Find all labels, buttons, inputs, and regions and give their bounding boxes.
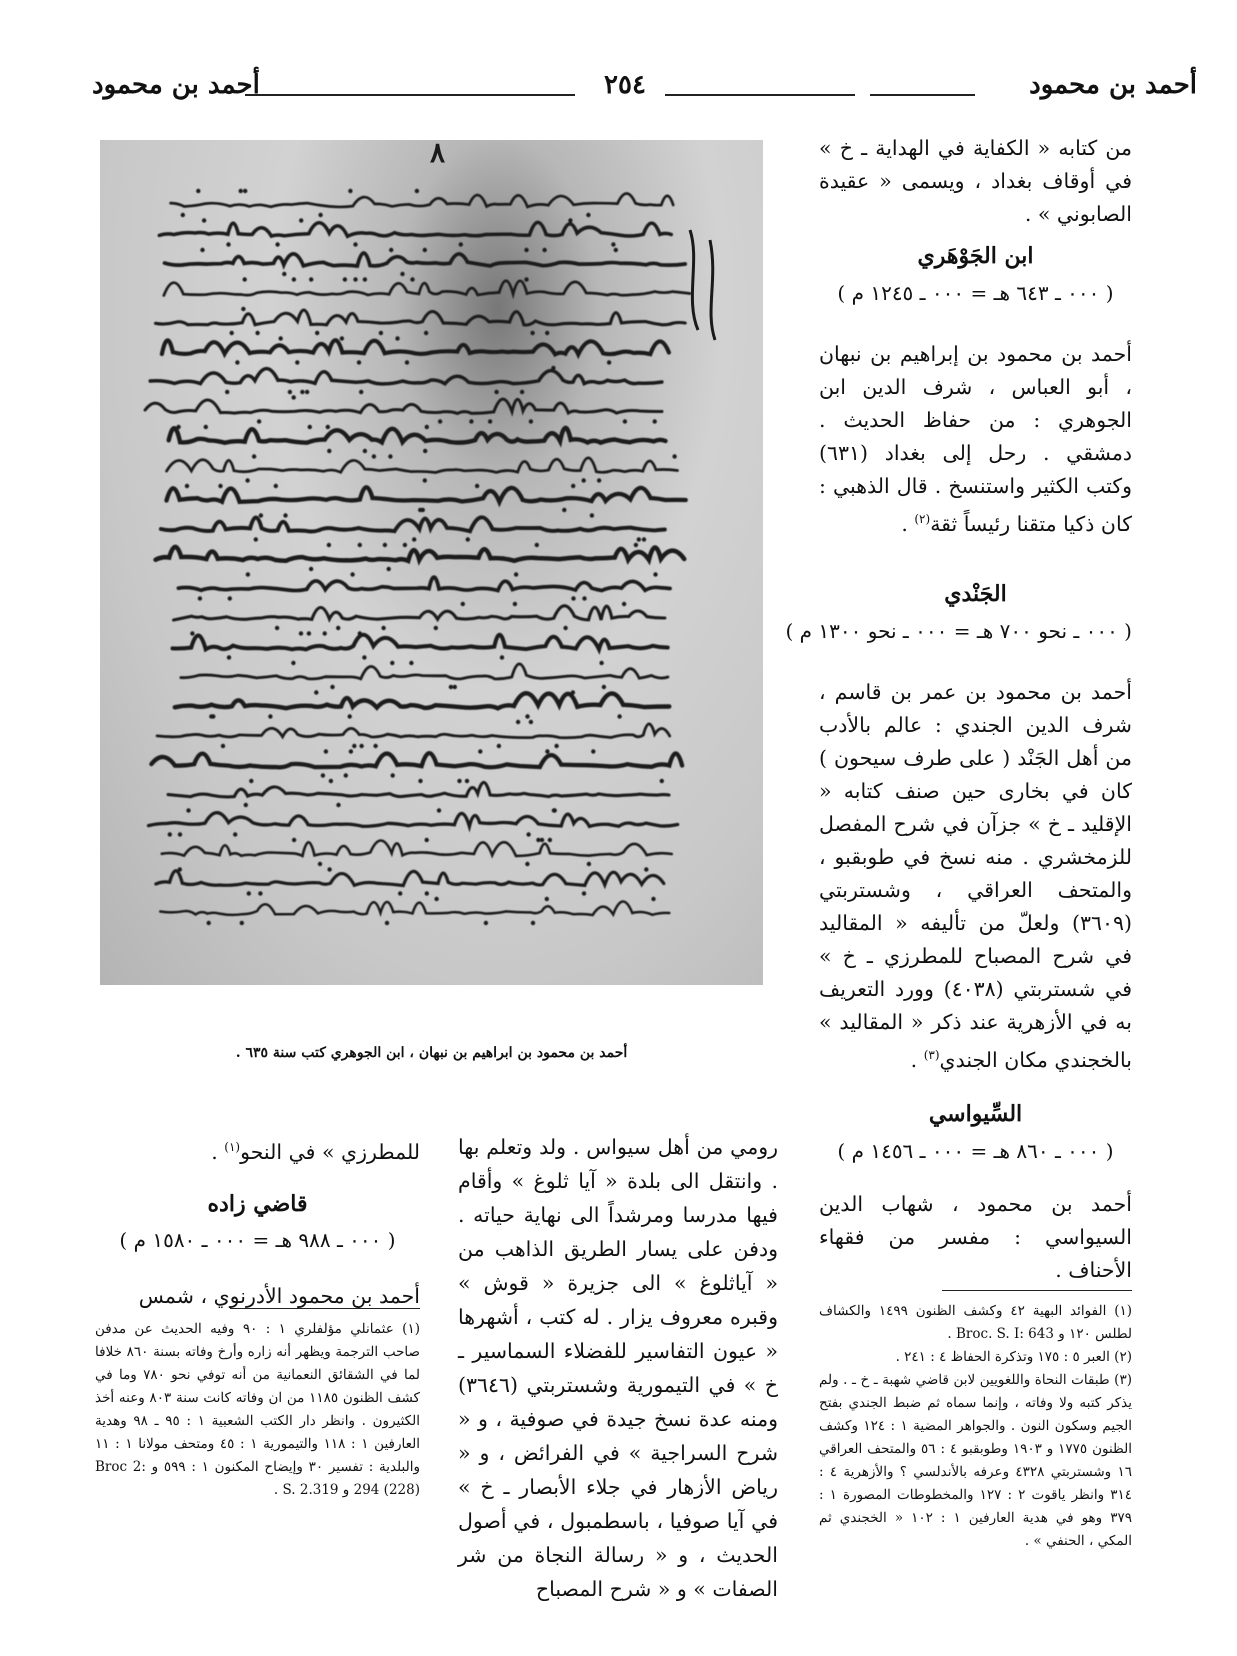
manuscript-dot — [395, 336, 399, 340]
manuscript-dot — [230, 331, 234, 335]
manuscript-dot — [363, 449, 367, 453]
manuscript-dot — [587, 862, 591, 866]
manuscript-dot — [535, 543, 539, 547]
manuscript-dot — [362, 655, 366, 659]
manuscript-dot — [469, 419, 473, 423]
manuscript-dot — [352, 744, 356, 748]
manuscript-dot — [309, 567, 313, 571]
manuscript-dot — [387, 567, 391, 571]
manuscript-dot — [274, 484, 278, 488]
manuscript-dot — [425, 425, 429, 429]
manuscript-dot — [300, 390, 304, 394]
entry-dates-qadi-zadeh: ( ٠٠٠ ـ ٩٨٨ هـ = ٠٠٠ ـ ١٥٨٠ م ) — [119, 1227, 396, 1252]
manuscript-line — [181, 664, 668, 679]
manuscript-dot — [459, 242, 463, 246]
manuscript-dot — [449, 685, 453, 689]
manuscript-dot — [653, 572, 657, 576]
footnote-mark: (٢) — [914, 512, 931, 526]
manuscript-dot — [536, 838, 540, 842]
entry-title-qadi-zadeh: قاضي زاده — [207, 1190, 308, 1217]
manuscript-dot — [323, 631, 327, 635]
manuscript-dot — [353, 242, 357, 246]
manuscript-dot — [586, 213, 590, 217]
manuscript-dot — [529, 419, 533, 423]
manuscript-dot — [437, 808, 441, 812]
manuscript-dot — [330, 685, 334, 689]
manuscript-dot — [308, 425, 312, 429]
entry-body: أحمد بن محمود بن عمر بن قاسم ، شرف الدين الجندي : عالم بالأدب من أهل الجَنْد ( على طرف سيحون ) كان في بخارى حين صنف كتابه « الإقليد ـ خ » جزآن في شرح المفصل للزمخشري . منه نسخ في طوبقبو ، والمتحف العراقي ، وشستربتي (٣٦٠٩) ولعلّ من تأليفه « المقاليد في شرح المصباح للمطرزي ـ خ » في شستربتي (٤٠٣٨) وورد التعريف به في الأزهرية عند ذكر « المقاليد » بالخجندي مكان الجندي$^{(٣)}$ . — [819, 680, 1132, 1072]
entry-dates: ( ٠٠٠ ـ ٨٦٠ هـ = ٠٠٠ ـ ١٤٥٦ م ) — [837, 1139, 1114, 1163]
manuscript-dot — [552, 808, 556, 812]
manuscript-dot — [283, 513, 287, 517]
manuscript-dot — [642, 537, 646, 541]
manuscript-line — [156, 547, 685, 561]
manuscript-dot — [314, 690, 318, 694]
manuscript-dot — [291, 661, 295, 665]
manuscript-dot — [563, 626, 567, 630]
manuscript-dot — [305, 390, 309, 394]
footnote-2: (٢) العبر ٥ : ١٧٥ وتذكرة الحفاظ ٤ : ٢٤١ . — [895, 1349, 1132, 1365]
manuscript-dot — [292, 395, 296, 399]
footnote-mark: (١) — [224, 1140, 241, 1154]
manuscript-dot — [571, 484, 575, 488]
manuscript-dot — [259, 513, 263, 517]
footnote-3: (٣) طبقات النحاة واللغويين لابن قاضي شهبة ـ خ ـ . ولم يذكر كتبه ولا وفاته ، وإنما سماه ثم ضبط الجندي بفتح الجيم وسكون النون . والجواهر المضية ١ : ١٢٤ وكشف الظنون ١٧٧٥ و ١٩٠٣ وطوبقبو ٤ : ٥٦ والمتحف العراقي ١٦ وشستربتي ٤٣٢٨ وعرفه بالأندلسي ؟ والأزهرية ٤ : ٣١٤ وانظر ياقوت ٢ : ١٢٧ والمخطوطات المصورة ١ : ٣٧٩ وهو في هدية العارفين ١ : ١٠٢ « الخجندي ثم المكي ، الحنفي » . — [819, 1372, 1133, 1549]
manuscript-dot — [327, 543, 331, 547]
manuscript-line — [174, 606, 665, 620]
manuscript-dot — [254, 537, 258, 541]
manuscript-dot — [324, 749, 328, 753]
manuscript-dot — [516, 720, 520, 724]
manuscript-dot — [548, 838, 552, 842]
manuscript-dot — [423, 248, 427, 252]
manuscript-line — [175, 693, 670, 708]
manuscript-dot — [545, 749, 549, 753]
manuscript-dot — [520, 390, 524, 394]
manuscript-dot — [176, 425, 180, 429]
manuscript-dot — [418, 508, 422, 512]
manuscript-mark: ٨ — [430, 140, 446, 169]
manuscript-line — [145, 399, 662, 413]
manuscript-dot — [357, 360, 361, 364]
manuscript-dot — [582, 891, 586, 895]
manuscript-dot — [245, 478, 249, 482]
manuscript-dot — [400, 272, 404, 276]
manuscript-dot — [672, 454, 676, 458]
manuscript-dot — [525, 714, 529, 718]
manuscript-dot — [418, 779, 422, 783]
manuscript-dot — [391, 773, 395, 777]
footnotes-right — [819, 1300, 1132, 1553]
manuscript-dot — [343, 277, 347, 281]
manuscript-dot — [530, 331, 534, 335]
manuscript-dot — [344, 773, 348, 777]
manuscript-dot — [244, 803, 248, 807]
manuscript-dot — [321, 773, 325, 777]
manuscript-dot — [241, 307, 245, 311]
manuscript-dot — [423, 449, 427, 453]
manuscript-dot — [434, 897, 438, 901]
manuscript-dot — [218, 484, 222, 488]
manuscript-dot — [607, 360, 611, 364]
manuscript-line — [171, 194, 674, 207]
entry-body-text: أحمد بن محمود بن إبراهيم بن نبهان ، أبو العباس ، شرف الدين ابن الجوهري : من حفاظ الحديث . دمشقي . رحل إلى بغداد (٦٣١) وكتب الكثير واستنسخ . قال الذهبي : كان ذكيا متقنا رئيساً ثقة — [819, 342, 1132, 536]
manuscript-dot — [239, 189, 243, 193]
manuscript-dot — [403, 543, 407, 547]
manuscript-dot — [514, 572, 518, 576]
manuscript-dot — [599, 661, 603, 665]
header-rule-left — [245, 94, 575, 96]
footnote-left: (١) عثمانلي مؤلفلري ١ : ٩٠ وفيه الحديث عن مدفن صاحب الترجمة ويظهر أنه زاره وأرخ وفاته بسنة ٨٦٠ خلافا لما في الشقائق النعمانية من أنه توفي نحو ٧٨٠ وما في كشف الظنون ١١٨٥ من ان وفاته كانت سنة ٨٠٣ وعنه أخذ الكثيرون . وانظر دار الكتب الشعبية ١ : ٩٥ ـ ٩٨ وهدية العارفين ١ : ١١٨ والتيمورية ١ : ٤٥ ومتحف مولانا ١ : ١١ والبلدية : تفسير ٣٠ وإيضاح المكنون ١ : ٥٩٩ و Broc 2: 294 (228) و S. 2.319 . — [95, 1321, 421, 1498]
manuscript-dot — [359, 744, 363, 748]
manuscript-dot — [582, 596, 586, 600]
manuscript-dot — [226, 242, 230, 246]
manuscript-line — [151, 753, 682, 767]
manuscript-dot — [353, 277, 357, 281]
manuscript-dot — [637, 537, 641, 541]
manuscript-dot — [233, 832, 237, 836]
manuscript-dot — [385, 921, 389, 925]
manuscript-dot — [453, 685, 457, 689]
manuscript-dot — [389, 248, 393, 252]
manuscript-dot — [349, 749, 353, 753]
manuscript-dot — [622, 602, 626, 606]
manuscript-dot — [240, 921, 244, 925]
manuscript-line — [167, 487, 686, 502]
manuscript-dot — [590, 513, 594, 517]
manuscript-dot — [282, 272, 286, 276]
manuscript-dot — [634, 543, 638, 547]
manuscript-dot — [255, 331, 259, 335]
manuscript-dot — [524, 248, 528, 252]
manuscript-dot — [466, 537, 470, 541]
manuscript-dot — [410, 277, 414, 281]
manuscript-dot — [525, 862, 529, 866]
manuscript-line — [156, 871, 664, 886]
manuscript-dot — [571, 690, 575, 694]
manuscript-dot — [617, 714, 621, 718]
footnote-rule-left — [230, 1308, 420, 1309]
manuscript-dot — [315, 331, 319, 335]
manuscript-dot — [372, 454, 376, 458]
manuscript-dot — [379, 331, 383, 335]
manuscript-dot — [327, 449, 331, 453]
manuscript-dot — [529, 720, 533, 724]
header-rule-mid — [665, 94, 855, 96]
manuscript-line — [173, 635, 668, 650]
manuscript-dot — [329, 779, 333, 783]
manuscript-dot — [434, 626, 438, 630]
manuscript-dot — [249, 779, 253, 783]
footnote-rule-right — [942, 1290, 1132, 1291]
manuscript-dot — [326, 425, 330, 429]
manuscript-dot — [545, 331, 549, 335]
manuscript-dot — [198, 596, 202, 600]
manuscript-dot — [275, 242, 279, 246]
manuscript-dot — [582, 478, 586, 482]
entry-body-text: أحمد بن محمود بن عمر بن قاسم ، شرف الدين الجندي : عالم بالأدب من أهل الجَنْد ( على طرف سيحون ) كان في بخارى حين صنف كتابه « الإقليد ـ خ » جزآن في شرح المفصل للزمخشري . منه نسخ في طوبقبو ، والمتحف العراقي ، وشستربتي (٣٦٠٩) ولعلّ من تأليفه « المقاليد في شرح المصباح للمطرزي ـ خ » في شستربتي (٤٠٣٨) وورد التعريف به في الأزهرية عند ذكر « المقاليد » بالخجندي مكان الجندي — [819, 680, 1132, 1072]
manuscript-dot — [461, 602, 465, 606]
manuscript-dot — [202, 218, 206, 222]
manuscript-line — [150, 369, 662, 384]
manuscript-dot — [207, 921, 211, 925]
footnote-mark: (٣) — [923, 1048, 940, 1062]
manuscript-dot — [288, 390, 292, 394]
manuscript-dot — [186, 808, 190, 812]
continuation-text: للمطرزي » في النحو$^{(١)}$ . — [211, 1139, 420, 1164]
manuscript-line — [178, 577, 670, 590]
manuscript-line — [162, 340, 669, 354]
manuscript-dot — [196, 189, 200, 193]
manuscript-dot — [513, 602, 517, 606]
entry-title: ابن الجَوْهَري — [917, 243, 1034, 269]
manuscript-caption: أحمد بن محمود بن ابراهيم بن نبهان ، ابن الجوهري كتب سنة ٦٣٥ . — [235, 1045, 628, 1061]
left-column — [95, 1130, 420, 1313]
manuscript-dot — [295, 360, 299, 364]
manuscript-dot — [292, 277, 296, 281]
entry-title: الجَنْدي — [944, 581, 1007, 607]
manuscript-dot — [383, 543, 387, 547]
manuscript-handwriting — [100, 140, 763, 985]
manuscript-dot — [336, 803, 340, 807]
manuscript-dot — [388, 454, 392, 458]
entry-dates: ( ٠٠٠ ـ ٦٤٣ هـ = ٠٠٠ ـ ١٢٤٥ م ) — [837, 281, 1114, 305]
manuscript-dot — [381, 626, 385, 630]
manuscript-dot — [358, 543, 362, 547]
manuscript-dot — [494, 390, 498, 394]
manuscript-dot — [221, 744, 225, 748]
manuscript-dot — [398, 891, 402, 895]
manuscript-dot — [348, 189, 352, 193]
manuscript-dot — [488, 419, 492, 423]
manuscript-line — [164, 281, 690, 296]
manuscript-dot — [465, 779, 469, 783]
intro-paragraph — [819, 132, 1132, 231]
manuscript-line — [165, 253, 686, 266]
intro-text: من كتابه « الكفاية في الهداية ـ خ » في أوقاف بغداد ، ويسمى « عقيدة الصابوني » . — [819, 136, 1132, 226]
manuscript-image — [100, 140, 763, 985]
manuscript-line — [169, 428, 666, 443]
entry-body-qadi-zadeh: أحمد بن محمود الأدرنوي ، شمس — [138, 1283, 420, 1308]
manuscript-dot — [531, 921, 535, 925]
manuscript-dot — [258, 891, 262, 895]
manuscript-dot — [247, 891, 251, 895]
manuscript-dot — [178, 832, 182, 836]
manuscript-dot — [359, 390, 363, 394]
manuscript-dot — [252, 454, 256, 458]
manuscript-dot — [348, 714, 352, 718]
manuscript-dot — [571, 596, 575, 600]
manuscript-dot — [644, 867, 648, 871]
manuscript-line — [160, 902, 669, 915]
manuscript-line — [159, 222, 671, 236]
page-number: ٢٥٤ — [604, 70, 646, 100]
entry-aljundi — [785, 578, 1132, 1077]
manuscript-dot — [204, 425, 208, 429]
footnote-1: (١) الفوائد البهية ٤٢ وكشف الظنون ١٤٩٩ والكشاف لطلس ١٢٠ و Broc. S. I: 643 . — [819, 1303, 1133, 1342]
manuscript-dot — [318, 213, 322, 217]
manuscript-dot — [257, 419, 261, 423]
manuscript-dot — [478, 749, 482, 753]
manuscript-dot — [425, 891, 429, 895]
manuscript-dot — [358, 631, 362, 635]
manuscript-dot — [246, 572, 250, 576]
entry-title: السِّيواسي — [928, 1101, 1023, 1127]
manuscript-dot — [235, 360, 239, 364]
manuscript-dot — [409, 661, 413, 665]
manuscript-dot — [307, 631, 311, 635]
manuscript-dot — [614, 248, 618, 252]
manuscript-dot — [653, 419, 657, 423]
manuscript-dot — [227, 655, 231, 659]
entry-dates: ( ٠٠٠ ـ نحو ٧٠٠ هـ = ٠٠٠ ـ نحو ١٣٠٠ م ) — [785, 619, 1132, 643]
manuscript-dot — [279, 336, 283, 340]
manuscript-dot — [562, 508, 566, 512]
manuscript-dot — [336, 626, 340, 630]
manuscript-dot — [611, 242, 615, 246]
manuscript-dot — [243, 277, 247, 281]
manuscript-line — [168, 782, 669, 797]
running-header-right: أحمد بن محمود — [1029, 70, 1197, 100]
manuscript-dot — [623, 419, 627, 423]
manuscript-dot — [412, 537, 416, 541]
manuscript-dot — [568, 218, 572, 222]
manuscript-dot — [309, 277, 313, 281]
manuscript-dot — [457, 779, 461, 783]
manuscript-dot — [497, 744, 501, 748]
manuscript-dot — [545, 897, 549, 901]
manuscript-dot — [438, 419, 442, 423]
manuscript-line — [157, 724, 670, 738]
manuscript-dot — [299, 631, 303, 635]
manuscript-dot — [292, 838, 296, 842]
manuscript-dot — [484, 921, 488, 925]
manuscript-dot — [602, 685, 606, 689]
manuscript-line — [149, 813, 678, 827]
header-rule-right — [870, 94, 975, 96]
manuscript-dot — [551, 366, 555, 370]
manuscript-dot — [327, 867, 331, 871]
running-header-left: أحمد بن محمود — [92, 70, 260, 100]
manuscript-dot — [225, 390, 229, 394]
continuation-span: للمطرزي » في النحو — [240, 1139, 420, 1164]
manuscript-dot — [526, 832, 530, 836]
manuscript-dot — [390, 661, 394, 665]
manuscript-dot — [373, 744, 377, 748]
manuscript-dot — [275, 626, 279, 630]
manuscript-dot — [425, 838, 429, 842]
manuscript-dot — [243, 189, 247, 193]
manuscript-dot — [190, 631, 194, 635]
entry-ibn-aljawhari — [819, 240, 1132, 541]
manuscript-dot — [660, 779, 664, 783]
entry-body: أحمد بن محمود ، شهاب الدين السيواسي : مفسر من فقهاء الأحناف . — [819, 1192, 1132, 1282]
manuscript-line — [162, 840, 672, 855]
manuscript-dot — [200, 248, 204, 252]
entry-alsiwasi — [819, 1098, 1132, 1287]
manuscript-dot — [554, 744, 558, 748]
manuscript-dot — [423, 478, 427, 482]
manuscript-dot — [178, 867, 182, 871]
manuscript-dot — [209, 714, 213, 718]
manuscript-dot — [185, 484, 189, 488]
manuscript-dot — [168, 832, 172, 836]
manuscript-dot — [181, 213, 185, 217]
manuscript-dot — [228, 596, 232, 600]
manuscript-dot — [363, 277, 367, 281]
manuscript-dot — [542, 248, 546, 252]
manuscript-dot — [591, 749, 595, 753]
manuscript-dot — [268, 714, 272, 718]
manuscript-dot — [350, 572, 354, 576]
manuscript-dot — [424, 331, 428, 335]
manuscript-dot — [415, 189, 419, 193]
manuscript-dot — [597, 478, 601, 482]
manuscript-line — [161, 517, 665, 531]
entry-body: أحمد بن محمود بن إبراهيم بن نبهان ، أبو العباس ، شرف الدين ابن الجوهري : من حفاظ الحديث . دمشقي . رحل إلى بغداد (٦٣١) وكتب الكثير واستنسخ . قال الذهبي : كان ذكيا متقنا رئيساً ثقة$^{(٢)}$ . — [819, 342, 1132, 536]
manuscript-dot — [299, 218, 303, 222]
manuscript-line — [156, 310, 686, 325]
manuscript-line — [167, 458, 678, 473]
manuscript-dot — [651, 897, 655, 901]
manuscript-dot — [475, 484, 479, 488]
manuscript-dot — [500, 655, 504, 659]
manuscript-dot — [340, 336, 344, 340]
manuscript-dot — [318, 862, 322, 866]
manuscript-dot — [405, 360, 409, 364]
manuscript-dot — [524, 277, 528, 281]
middle-column-text: رومي من أهل سيواس . ولد وتعلم بها . وانتقل الى بلدة « آيا ثلوغ » وأقام فيها مدرسا ومرشداً الى نهاية حياته . ودفن على يسار الطريق الذاهب من « آياثلوغ » الى جزيرة « قوش » وقبره معروف يزار . له كتب ، أشهرها « عيون التفاسير للفضلاء السماسير ـ خ » في التيمورية وشستربتي (٣٦٤٦) ومنه عدة نسخ جيدة في صوفية ، و « شرح السراجية » في الفرائض ، و « رياض الأزهار في جلاء الأبصار ـ خ » في آيا صوفيا ، باسطمبول ، في أصول الحديث ، و « رسالة النجاة من شر الصفات » و « شرح المصباح — [458, 1135, 778, 1601]
